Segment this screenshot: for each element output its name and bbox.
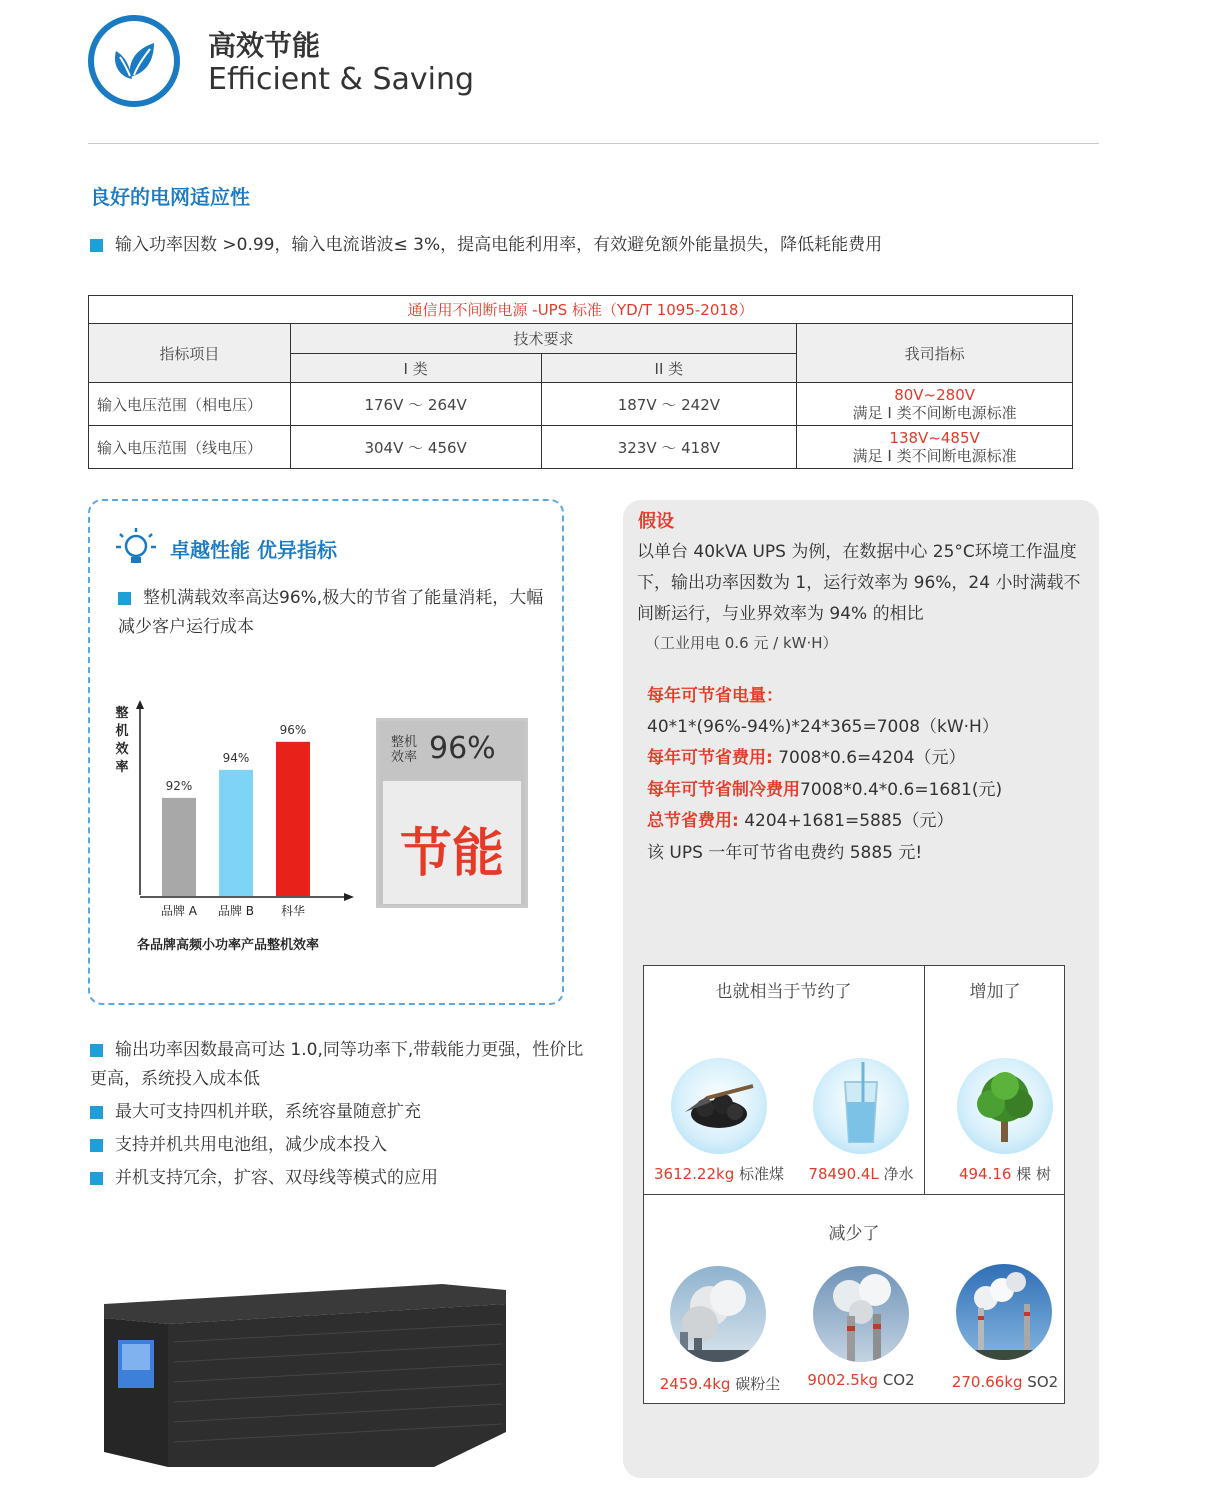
dust-unit: 碳粉尘 — [730, 1375, 781, 1393]
logo — [88, 15, 180, 107]
col-header-ours: 我司指标 — [797, 324, 1073, 383]
coal-unit: 标准煤 — [734, 1165, 785, 1183]
dust-reduction — [650, 1373, 790, 1394]
assumption-note: （工业用电 0.6 元 / kW·H） — [645, 634, 838, 652]
cell-class2: 323V ～ 418V — [541, 426, 797, 469]
chart-data-label: 92% — [165, 778, 193, 793]
badge-body — [383, 781, 521, 904]
tree-value: 494.16 — [958, 1165, 1012, 1183]
dust-value: 2459.4kg — [659, 1375, 731, 1393]
col-header-class2: II 类 — [541, 354, 797, 383]
chart-x-arrow — [344, 893, 354, 901]
cooling-saving — [647, 775, 1002, 800]
list-item: 并机支持冗余，扩容、双母线等模式的应用 — [90, 1164, 590, 1193]
bullet-square-icon — [90, 1172, 103, 1185]
col-header-class1: I 类 — [290, 354, 541, 383]
water-value: 78490.4L — [808, 1165, 879, 1183]
energy-label: 每年可节省电量： — [647, 686, 783, 706]
coal-icon — [671, 1058, 767, 1154]
chart-bar — [162, 798, 196, 896]
chart-bar — [219, 770, 253, 896]
performance-text-body: 整机满载效率高达96%,极大的节省了能量消耗，大幅减少客户运行成本 — [118, 588, 544, 637]
col-header-req: 技术要求 — [290, 324, 796, 354]
chart-tick-label: 品牌 A — [160, 904, 198, 918]
chart-ylabel-char: 率 — [115, 760, 129, 775]
so2-value: 270.66kg — [951, 1373, 1023, 1391]
so2-reduction — [935, 1373, 1075, 1391]
cool-label: 每年可节省制冷费用 — [647, 780, 800, 800]
saving-conclusion: 该 UPS 一年可节省电费约 5885 元! — [647, 843, 923, 863]
bullet-square-icon — [118, 592, 131, 605]
cost-calc: 7008*0.6=4204（元） — [772, 748, 966, 768]
water-saving — [800, 1163, 922, 1184]
feature-list — [90, 1036, 590, 1197]
co2-unit: CO2 — [878, 1371, 915, 1389]
grid-bullet-text: 输入功率因数 >0.99，输入电流谐波≤ 3%，提高电能利用率，有效避免额外能量损失，降低耗能费用 — [115, 235, 883, 255]
coal-value: 3612.22kg — [653, 1165, 735, 1183]
cell-class1: 304V ～ 456V — [290, 426, 541, 469]
lightbulb-icon — [114, 526, 158, 570]
list-item: 最大可支持四机并联，系统容量随意扩充 — [90, 1098, 590, 1127]
co2-value: 9002.5kg — [807, 1371, 879, 1389]
badge-big-text: 节能 — [399, 824, 504, 884]
section-title-grid: 良好的电网适应性 — [90, 185, 250, 209]
total-label: 总节省费用: — [647, 811, 739, 831]
chart-tick-label: 科华 — [280, 904, 306, 918]
bullet-square-icon — [90, 239, 103, 252]
chart-ylabel-char: 效 — [115, 742, 129, 757]
reduced-header: 减少了 — [828, 1224, 880, 1244]
page-title-cn: 高效节能 — [208, 29, 321, 62]
cell-ours-value: 138V~485V — [889, 429, 980, 447]
chart-bar — [276, 742, 310, 896]
co2-icon — [813, 1266, 909, 1362]
energy-calc: 40*1*(96%-94%)*24*365=7008（kW·H） — [647, 717, 999, 737]
water-glass-icon — [813, 1058, 909, 1154]
badge-header — [379, 721, 525, 779]
cell-ours-note: 满足 I 类不间断电源标准 — [852, 404, 1017, 422]
tree-increase — [935, 1163, 1075, 1184]
table-row — [89, 426, 1073, 469]
tree-icon — [957, 1058, 1053, 1154]
chart-ylabel-char: 整 — [115, 706, 129, 721]
cost-label: 每年可节省费用: — [647, 748, 773, 768]
cool-calc: 7008*0.4*0.6=1681(元) — [800, 780, 1003, 800]
total-calc: 4204+1681=5885（元） — [738, 811, 954, 831]
spec-table-caption: 通信用不间断电源 -UPS 标准（YD/T 1095-2018） — [89, 296, 1073, 324]
page-title-en: Efficient & Saving — [208, 62, 475, 97]
co2-reduction — [800, 1371, 922, 1389]
dust-icon — [670, 1266, 766, 1362]
col-header-item: 指标项目 — [89, 324, 291, 383]
added-header: 增加了 — [969, 982, 1021, 1002]
efficiency-chart — [108, 695, 368, 970]
assumption-text: 以单台 40kVA UPS 为例，在数据中心 25°C环境工作温度下，输出功率因数为 1，运行效率为 96%，24 小时满载不间断运行，与业界效率为 94% 的相比 — [637, 542, 1081, 624]
list-item: 支持并机共用电池组，减少成本投入 — [90, 1131, 590, 1160]
performance-title: 卓越性能 优异指标 — [170, 538, 337, 562]
leaf-icon — [94, 21, 174, 101]
chart-data-label: 94% — [222, 750, 250, 765]
bullet-square-icon — [90, 1139, 103, 1152]
ups-product-image — [104, 1282, 506, 1467]
cell-ours-note: 满足 I 类不间断电源标准 — [852, 447, 1017, 465]
header-divider — [88, 143, 1099, 144]
so2-unit: SO2 — [1022, 1373, 1059, 1391]
cell-item: 输入电压范围（相电压） — [89, 383, 291, 426]
cost-saving — [647, 743, 966, 768]
saved-header: 也就相当于节约了 — [715, 982, 852, 1002]
chart-y-arrow — [136, 700, 144, 709]
chart-ylabel-char: 机 — [115, 724, 129, 739]
bullet-square-icon — [90, 1044, 103, 1057]
bullet-square-icon — [90, 1106, 103, 1119]
list-item: 输出功率因数最高可达 1.0,同等功率下,带载能力更强，性价比更高，系统投入成本低 — [90, 1040, 584, 1089]
spec-table — [88, 295, 1073, 469]
table-row — [89, 383, 1073, 426]
chart-data-label: 96% — [279, 722, 307, 737]
badge-label: 整机效率 — [391, 735, 418, 765]
energy-saving-label — [647, 681, 783, 706]
chart-title: 各品牌高频小功率产品整机效率 — [137, 938, 320, 953]
cell-ours — [797, 383, 1073, 426]
water-unit: 净水 — [878, 1165, 914, 1183]
so2-icon — [956, 1264, 1052, 1360]
tree-unit: 棵 树 — [1011, 1165, 1052, 1183]
cell-ours — [797, 426, 1073, 469]
cell-class2: 187V ～ 242V — [541, 383, 797, 426]
badge-value: 96% — [429, 731, 496, 766]
chart-tick-label: 品牌 B — [217, 904, 255, 918]
coal-saving — [648, 1163, 790, 1184]
cell-item: 输入电压范围（线电压） — [89, 426, 291, 469]
total-saving — [647, 806, 954, 831]
efficiency-badge — [376, 718, 528, 908]
cell-ours-value: 80V~280V — [894, 386, 976, 404]
assumption-title: 假设 — [638, 511, 674, 532]
grid-bullet — [90, 230, 882, 255]
performance-text — [118, 584, 548, 642]
cell-class1: 176V ～ 264V — [290, 383, 541, 426]
